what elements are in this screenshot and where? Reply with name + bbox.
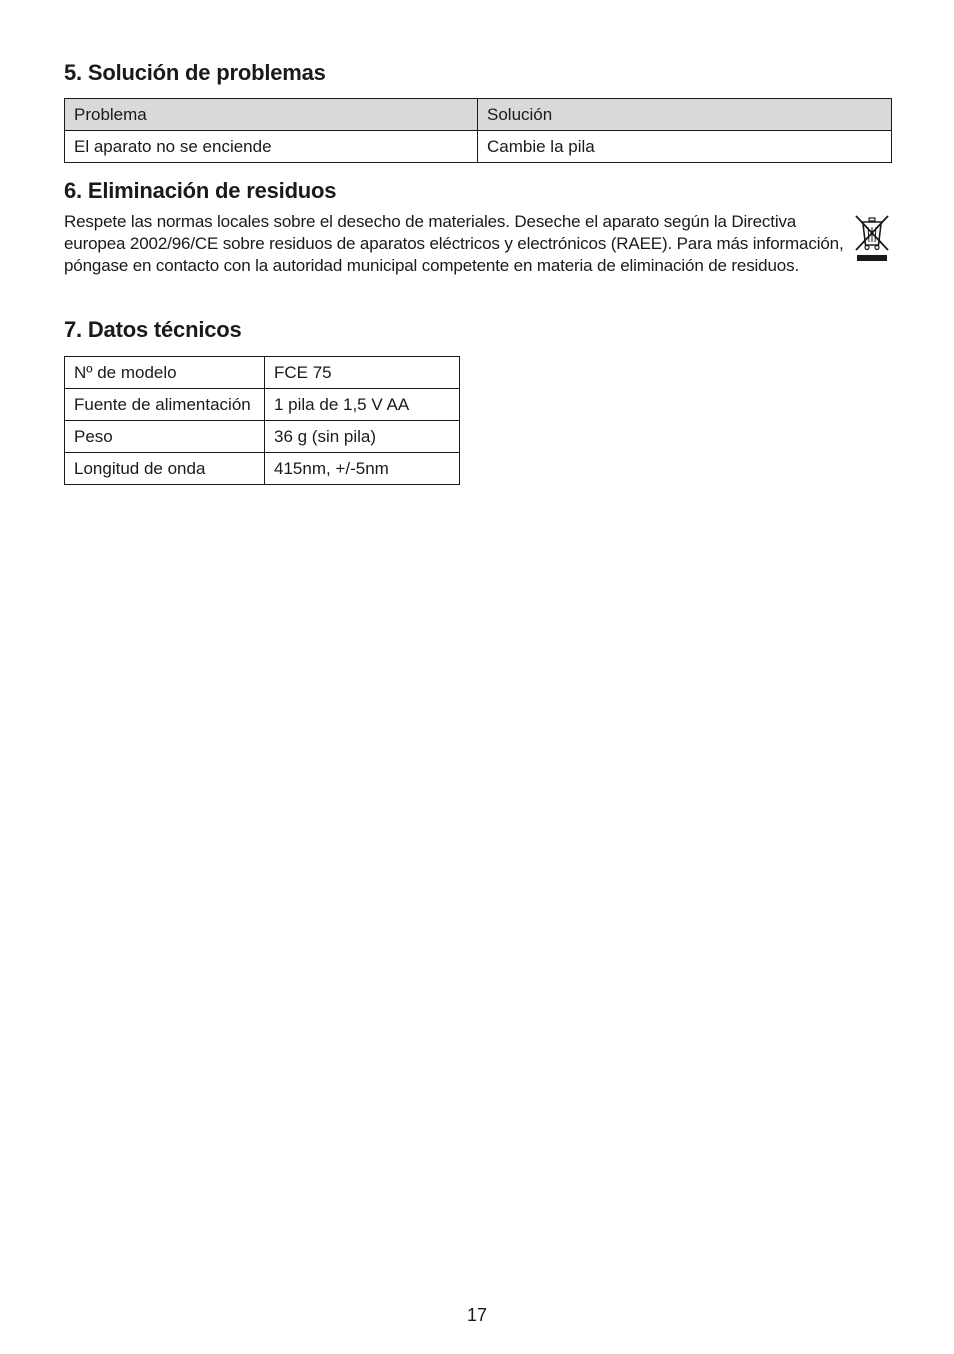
spec-value: 1 pila de 1,5 V AA bbox=[265, 389, 460, 421]
table-row bbox=[65, 421, 460, 453]
spec-label: Fuente de alimentación bbox=[65, 389, 265, 421]
spec-label: Longitud de onda bbox=[65, 453, 265, 485]
spec-value: FCE 75 bbox=[265, 357, 460, 389]
table-header-row bbox=[65, 99, 892, 131]
spec-label: Peso bbox=[65, 421, 265, 453]
header-cell-problem: Problema bbox=[65, 99, 478, 131]
crossed-out-wheelie-bin-icon bbox=[852, 212, 892, 264]
header-cell-solution: Solución bbox=[478, 99, 892, 131]
technical-data-table bbox=[64, 356, 460, 485]
spec-label: Nº de modelo bbox=[65, 357, 265, 389]
table-row bbox=[65, 357, 460, 389]
troubleshooting-table bbox=[64, 98, 892, 163]
technical-data-heading: 7. Datos técnicos bbox=[64, 317, 242, 342]
cell-problem: El aparato no se enciende bbox=[65, 131, 478, 163]
table-row bbox=[65, 453, 460, 485]
table-row bbox=[65, 131, 892, 163]
page-number: 17 bbox=[466, 1305, 488, 1325]
table-row bbox=[65, 389, 460, 421]
cell-solution: Cambie la pila bbox=[478, 131, 892, 163]
troubleshooting-heading: 5. Solución de problemas bbox=[64, 60, 326, 85]
spec-value: 36 g (sin pila) bbox=[265, 421, 460, 453]
spec-value: 415nm, +/-5nm bbox=[265, 453, 460, 485]
disposal-heading: 6. Eliminación de residuos bbox=[64, 178, 337, 203]
disposal-paragraph: Respete las normas locales sobre el desecho de materiales. Deseche el aparato según la Directiva europea 2002/96/CE sobre residuos de aparatos eléctricos y electrónicos (RAEE). Para más información, póngase en contacto con la autoridad municipal competente en materia de eliminación de residuos. bbox=[64, 212, 844, 275]
